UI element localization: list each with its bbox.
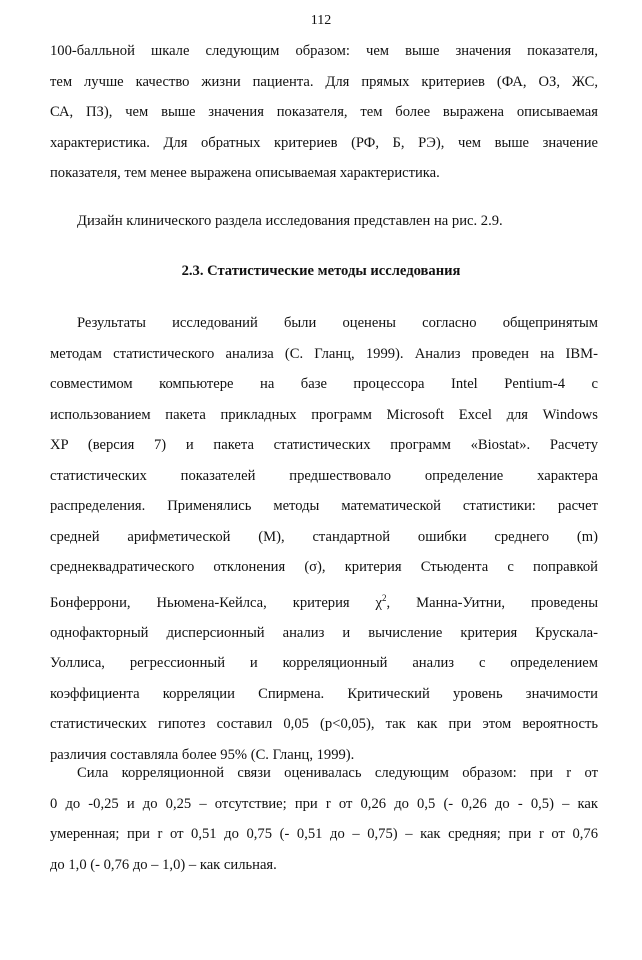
text-line: Сила корреляционной связи оценивалась следующим образом: при r от	[77, 765, 598, 781]
text-line: статистических показателей предшествовало определение характера	[50, 467, 598, 484]
design-sentence: Дизайн клинического раздела исследования представлен на рис. 2.9.	[77, 213, 503, 229]
text-line: совместимом компьютере на базе процессора Intel Pentium-4 с	[50, 376, 598, 392]
text-line: характеристика. Для обратных критериев (РФ, Б, РЭ), чем выше значение	[50, 134, 598, 151]
text-line: до 1,0 (- 0,76 до – 1,0) – как сильная.	[50, 856, 277, 873]
text-line: средней арифметической (M), стандартной ошибки среднего (m)	[50, 528, 598, 545]
superscript: 2	[382, 592, 387, 603]
text-line: распределения. Применялись методы математической статистики: расчет	[50, 498, 598, 514]
text-line: XP (версия 7) и пакета статистических программ «Biostat». Расчету	[50, 437, 598, 453]
text-line: статистических гипотез составил 0,05 (p<0,05), так как при этом вероятность	[50, 716, 598, 733]
text-line: тем лучше качество жизни пациента. Для прямых критериев (ФА, ОЗ, ЖС,	[50, 73, 598, 90]
text-line: различия составляла более 95% (С. Гланц, 1999).	[50, 746, 355, 763]
text-line: методам статистического анализа (С. Гланц, 1999). Анализ проведен на IBM-	[50, 345, 598, 362]
text-fragment: Бонферрони, Ньюмена-Кейлса, критерия χ	[50, 594, 383, 611]
methods-paragraph	[50, 308, 598, 770]
text-fragment: , Манна-Уитни, проведены	[386, 594, 599, 611]
text-line: умеренная; при r от 0,51 до 0,75 (- 0,51 до – 0,75) – как средняя; при r от 0,76	[50, 826, 598, 842]
text-line: Результаты исследований были оценены согласно общепринятым	[77, 315, 598, 331]
text-line: 0 до -0,25 и до 0,25 – отсутствие; при r от 0,26 до 0,5 (- 0,26 до - 0,5) – как	[50, 795, 598, 812]
text-line: однофакторный дисперсионный анализ и вычисление критерия Крускала-	[50, 624, 598, 641]
intro-paragraph	[50, 36, 598, 189]
page-number: 112	[310, 13, 332, 28]
text-line: Уоллиса, регрессионный и корреляционный анализ с определением	[50, 655, 598, 672]
text-line: СА, ПЗ), чем выше значения показателя, тем более выражена описываемая	[50, 104, 598, 120]
text-line: показателя, тем менее выражена описываемая характеристика.	[50, 165, 440, 181]
text-line: 100-балльной шкале следующим образом: чем выше значения показателя,	[50, 43, 598, 59]
text-line	[50, 583, 598, 618]
correlation-paragraph	[50, 758, 598, 880]
text-line: использованием пакета прикладных программ Microsoft Excel для Windows	[50, 406, 598, 423]
text-line: коэффициента корреляции Спирмена. Критический уровень значимости	[50, 685, 598, 702]
section-heading: 2.3. Статистические методы исследования	[181, 263, 461, 279]
text-line: среднеквадратического отклонения (σ), критерия Стьюдента с поправкой	[50, 559, 598, 575]
